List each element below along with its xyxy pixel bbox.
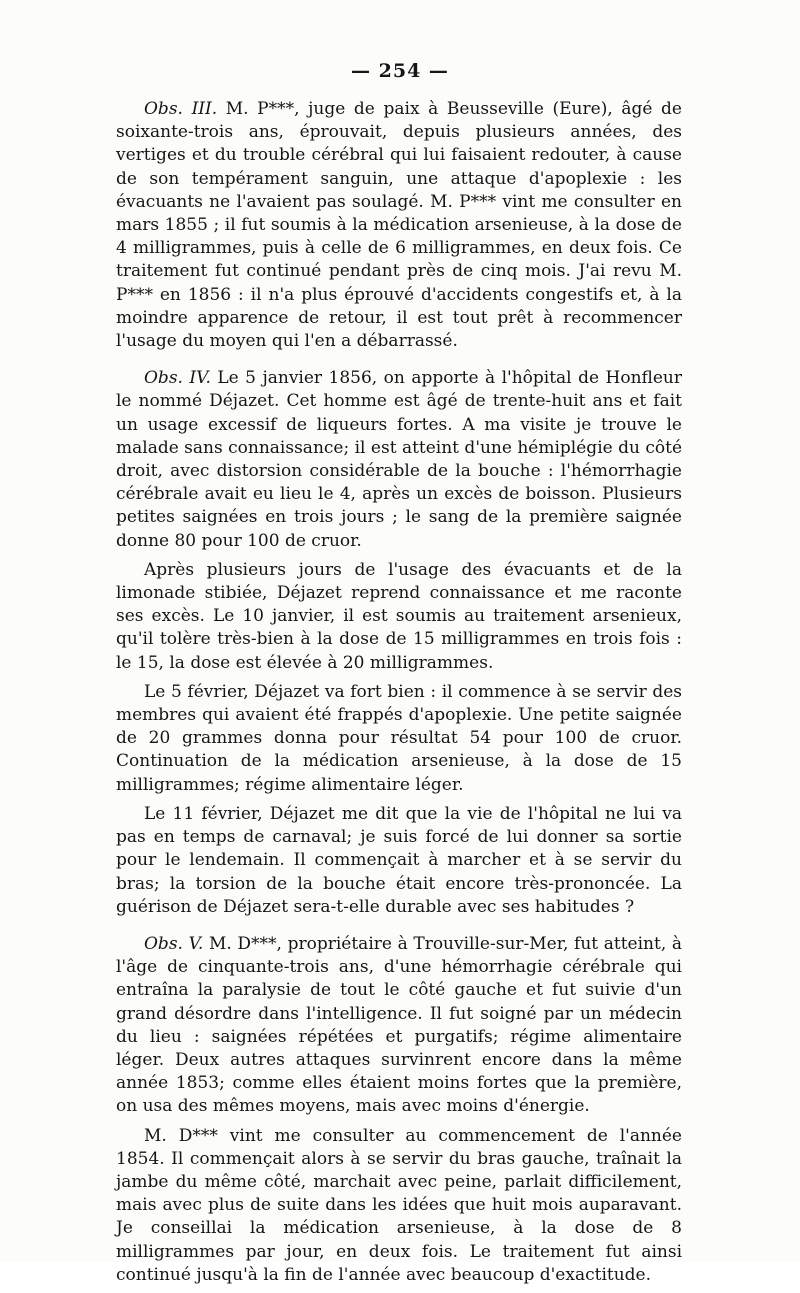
page-number: — 254 — xyxy=(351,60,449,82)
paragraph-obs-3 xyxy=(116,98,682,353)
paragraph-text: Le 11 février, Déjazet me dit que la vie de l'hôpital ne lui va pas en temps de carnaval; je suis forcé de lui donner sa sortie pour le lendemain. Il commençait à marcher et à se servir du bras; la torsion de la bouche était encore très-prononcée. La guérison de Déjazet sera-t-elle durable avec ses habitudes ? xyxy=(116,803,682,917)
paragraph-text: Le 5 janvier 1856, on apporte à l'hôpital de Honfleur le nommé Déjazet. Cet homme est âgé de trente-huit ans et fait un usage excessif de liqueurs fortes. A ma visite je trouve le malade sans connaissance; il est atteint d'une hémiplégie du côté droit, avec distorsion considérable de la bouche : l'hémorrhagie cérébrale avait eu lieu le 4, après un excès de boisson. Plusieurs petites saignées en trois jours ; le sang de la première saignée donne 80 pour 100 de cruor. xyxy=(116,368,682,551)
paragraph-obs-4-cont-2 xyxy=(116,681,682,797)
observation-label: Obs. V. xyxy=(144,933,204,954)
paragraph-text: Le 5 février, Déjazet va fort bien : il commence à se servir des membres qui avaient été frappés d'apoplexie. Une petite saignée de 20 grammes donna pour résultat 54 pour 100 de cruor. Continuation de la médication arsenieuse, à la dose de 15 milligrammes; régime alimentaire léger. xyxy=(116,681,682,795)
body-text xyxy=(116,98,682,1293)
paragraph-obs-4-cont-1 xyxy=(116,559,682,675)
paragraph-obs-5-cont xyxy=(116,1125,682,1287)
paragraph-text: M. D***, propriétaire à Trouville-sur-Mer, fut atteint, à l'âge de cinquante-trois ans, d'une hémorrhagie cérébrale qui entraîna la paralysie de tout le côté gauche et fut suivie d'un grand désordre dans l'intelligence. Il fut soigné par un médecin du lieu : saignées répétées et purgatifs; régime alimentaire léger. Deux autres attaques survinrent encore dans la même année 1853; comme elles étaient moins fortes que la première, on usa des mêmes moyens, mais avec moins d'énergie. xyxy=(116,933,683,1117)
paragraph-obs-4-cont-3 xyxy=(116,803,682,919)
paragraph-obs-4 xyxy=(116,367,682,553)
paragraph-obs-5 xyxy=(116,933,682,1119)
observation-label: Obs. IV. xyxy=(144,368,211,389)
paragraph-text: Après plusieurs jours de l'usage des évacuants et de la limonade stibiée, Déjazet reprend connaissance et me raconte ses excès. Le 10 janvier, il est soumis au traitement arsenieux, qu'il tolère très-bien à la dose de 15 milligrammes en trois fois : le 15, la dose est élevée à 20 milligrammes. xyxy=(116,559,682,673)
observation-label: Obs. III. xyxy=(144,99,218,119)
paragraph-text: M. P***, juge de paix à Beusseville (Eure), âgé de soixante-trois ans, éprouvait, depuis plusieurs années, des vertiges et du trouble cérébral qui lui faisaient redouter, à cause de son tempérament sanguin, une attaque d'apoplexie : les évacuants ne l'avaient pas soulagé. M. P*** vint me consulter en mars 1855 ; il fut soumis à la médication arsenieuse, à la dose de 4 milligrammes, puis à celle de 6 milligrammes, en deux fois. Ce traitement fut continué pendant près de cinq mois. J'ai revu M. P*** en 1856 : il n'a plus éprouvé d'accidents congestifs et, à la moindre apparence de retour, il est tout prêt à recommencer l'usage du moyen qui l'en a débarrassé. xyxy=(116,99,682,352)
paragraph-text: M. D*** vint me consulter au commencement de l'année 1854. Il commençait alors à se servir du bras gauche, traînait la jambe du même côté, marchait avec peine, parlait difficilement, mais avec plus de suite dans les idées que huit mois auparavant. Je conseillai la médication arsenieuse, à la dose de 8 milligrammes par jour, en deux fois. Le traitement fut ainsi continué jusqu'à la fin de l'année avec beaucoup d'exactitude. xyxy=(116,1125,682,1285)
